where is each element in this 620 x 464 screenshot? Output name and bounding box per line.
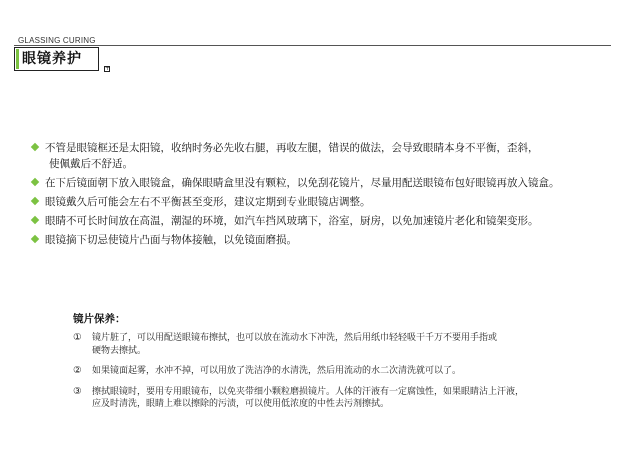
tip-text: 眼镜戴久后可能会左右不平衡甚至变形，建议定期到专业眼镜店调整。 (45, 196, 371, 208)
diamond-bullet-icon (31, 143, 39, 151)
care-text-continued: 硬物去擦拭。 (92, 345, 147, 356)
tip-text: 眼镜摘下切忌使镜片凸面与物体接触，以免镜面磨损。 (45, 234, 297, 246)
list-item (31, 232, 611, 248)
header-subtitle: GLASSING CURING (18, 36, 96, 45)
list-item (31, 140, 611, 172)
item-number: ② (73, 365, 82, 376)
list-item (31, 175, 611, 191)
care-text: 镜片脏了，可以用配送眼镜布擦拭，也可以放在流动水下冲洗，然后用纸巾轻轻吸干千万不要用手指或 (92, 333, 498, 343)
care-text-continued: 应及时清洗，眼睛上难以擦除的污渍，可以使用低浓度的中性去污剂擦拭。 (92, 399, 390, 409)
care-text: 如果镜面起雾，水冲不掉，可以用放了洗洁净的水清洗，然后用流动的水二次清洗就可以了。 (92, 366, 462, 376)
item-number: ③ (73, 385, 82, 397)
list-item (73, 365, 613, 378)
list-item (31, 213, 611, 229)
page-title: 眼镜养护 (22, 51, 82, 67)
item-number: ① (73, 332, 82, 343)
list-item (73, 332, 613, 357)
header-divider (14, 45, 611, 46)
diamond-bullet-icon (31, 216, 39, 224)
care-text: 擦拭眼镜时，要用专用眼镜布，以免夹带细小颗粒磨损镜片。人体的汗液有一定腐蚀性，如果眼睛沾上汗液， (92, 386, 525, 397)
header (0, 0, 620, 72)
diamond-bullet-icon (31, 197, 39, 205)
list-item (73, 386, 613, 411)
list-item (31, 194, 611, 210)
title-accent-bar (16, 49, 19, 69)
tips-list (31, 140, 611, 251)
plus-icon: + (105, 65, 111, 72)
lens-care-list (73, 332, 613, 419)
diamond-bullet-icon (31, 178, 39, 186)
tip-text: 眼睛不可长时间放在高温，潮湿的环境，如汽车挡风玻璃下，浴室，厨房，以免加速镜片老化和镜架变形。 (45, 215, 539, 227)
lens-care-heading: 镜片保养： (73, 313, 126, 325)
tip-text: 在下后镜面朝下放入眼镜盒，确保眼睛盒里没有颗粒，以免刮花镜片，尽量用配送眼镜布包好眼镜再放入镜盒。 (45, 177, 560, 189)
diamond-bullet-icon (31, 235, 39, 243)
tip-text: 不管是眼镜框还是太阳镜，收纳时务必先收右腿，再收左腿，错误的做法，会导致眼睛本身不平衡，歪斜， (45, 142, 539, 154)
tip-text-continued: 使佩戴后不舒适。 (49, 158, 133, 170)
